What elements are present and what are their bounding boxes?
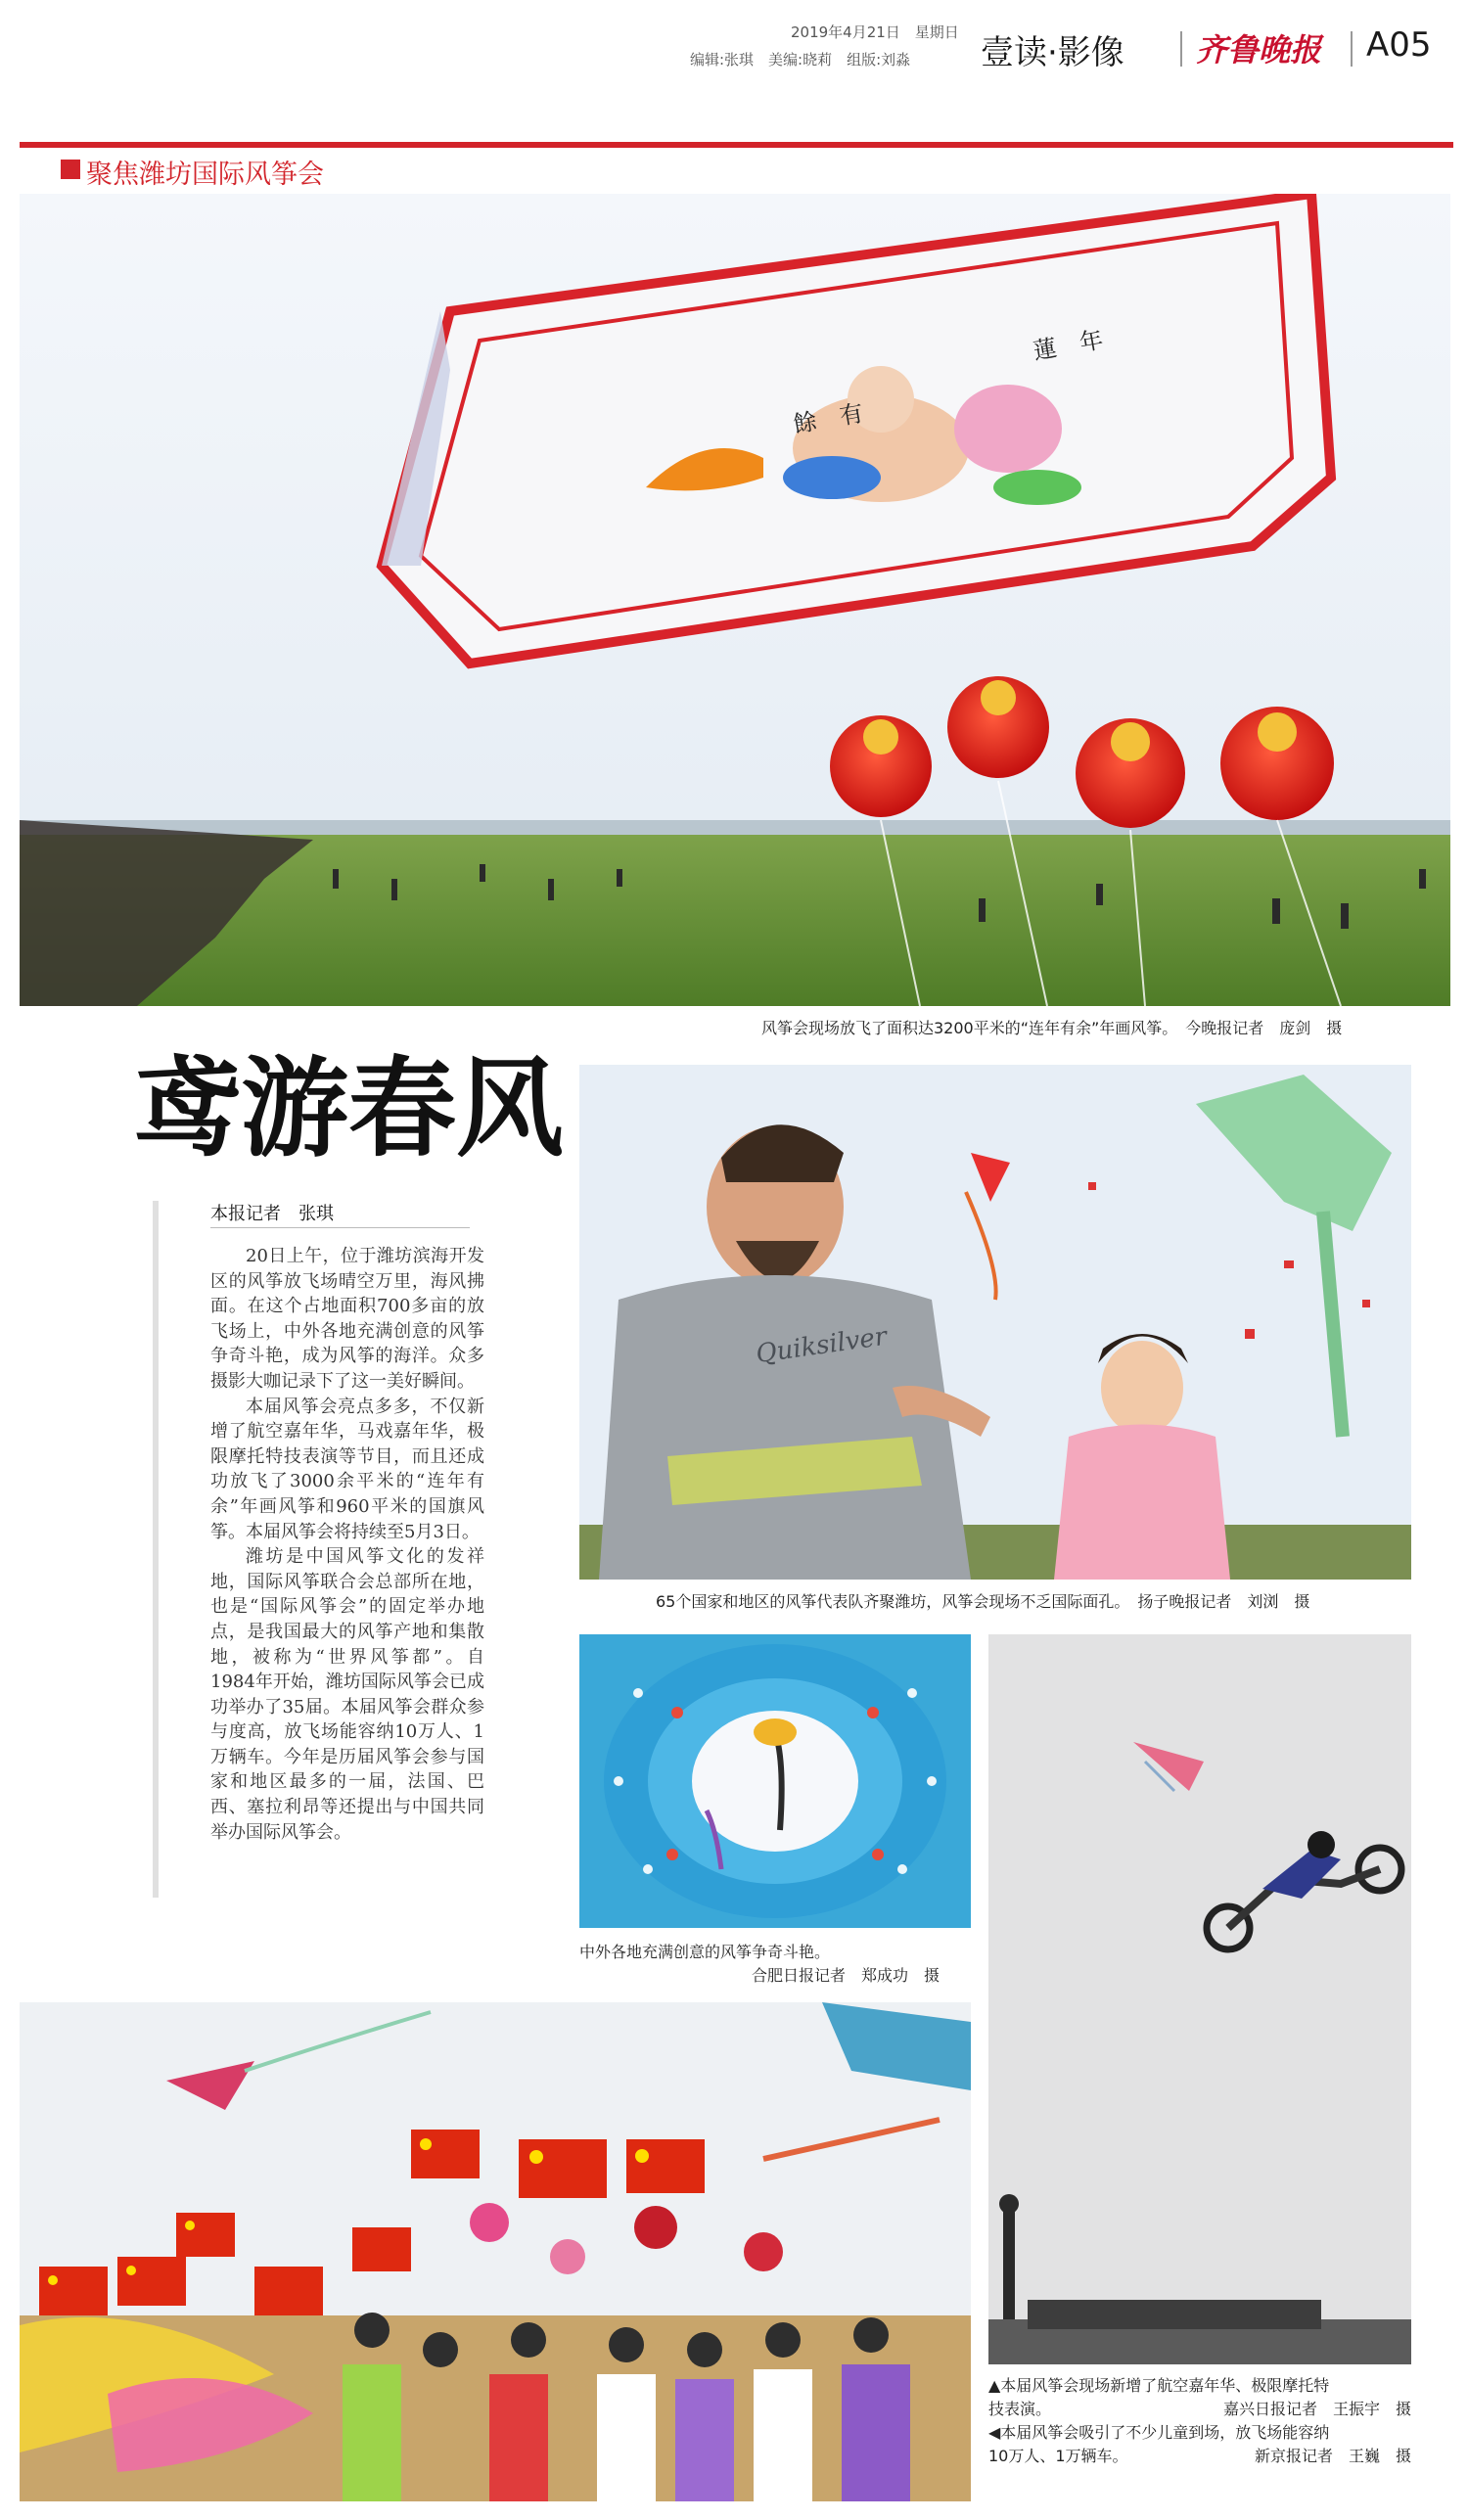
shirt-text: Quiksilver — [754, 1321, 890, 1370]
stunt-caption-2-row — [988, 2445, 1411, 2468]
stunt-caption-1c: 嘉兴日报记者 王振宇 摄 — [1222, 2400, 1411, 2418]
man-girl-photo — [579, 1065, 1411, 1580]
stunt-photo — [988, 1634, 1411, 2364]
article-paragraph: 潍坊是中国风筝文化的发祥地，国际风筝联合会总部所在地，也是“国际风筝会”的固定举办地点，是我国最大的风筝产地和集散地，被称为“世界风筝都”。自1984年开始，潍坊国际风筝会已成功举办了35届。本届风筝会群众参与度高，放飞场能容纳10万人、1万辆车。今年是历届风筝会参与国家和地区最多的一届，法国、巴西、塞拉利昂等还提出与中国共同举办国际风筝会。 — [210, 1546, 484, 1843]
page-number: A05 — [1366, 25, 1432, 65]
children-flags-photo — [20, 2002, 971, 2501]
hero-kite-text-left: 餘 有 — [791, 398, 866, 439]
column-marker — [61, 160, 80, 179]
stunt-caption-2a: ◀本届风筝会吸引了不少儿童到场，放飞场能容纳 — [988, 2423, 1330, 2442]
byline-underline — [210, 1227, 470, 1228]
paper-logo: 齐鲁晚报 — [1196, 31, 1322, 69]
header-divider — [1180, 31, 1182, 67]
stunt-caption-1 — [988, 2374, 1411, 2468]
article-body — [210, 1244, 484, 1845]
ring-caption-line2: 合肥日报记者 郑成功 摄 — [752, 1966, 940, 1985]
ring-kite-photo — [579, 1634, 971, 1928]
article-headline: 鸢游春风 — [133, 1046, 564, 1171]
byline-bar — [153, 1201, 159, 1898]
article-paragraph: 本届风筝会亮点多多，不仅新增了航空嘉年华，马戏嘉年华，极限摩托特技表演等节目，而且还成功放飞了3000余平米的“连年有余”年画风筝和960平米的国旗风筝。本届风筝会将持续至5月3日。 — [210, 1396, 484, 1542]
man-girl-photo-art — [579, 1065, 1411, 1580]
ring-caption-line1: 中外各地充满创意的风筝争奇斗艳。 — [579, 1943, 831, 1961]
hero-caption: 风筝会现场放飞了面积达3200平米的“连年有余”年画风筝。 今晚报记者 庞剑 摄 — [761, 1019, 1343, 1037]
top-rule — [20, 142, 1453, 148]
stunt-caption-2b: 10万人、1万辆车。 — [988, 2447, 1128, 2465]
editors-line: 编辑:张琪 美编:晓莉 组版:刘淼 — [690, 51, 911, 69]
man-girl-caption: 65个国家和地区的风筝代表队齐聚潍坊，风筝会现场不乏国际面孔。 扬子晚报记者 刘浏 摄 — [656, 1592, 1310, 1611]
stunt-photo-art — [988, 1634, 1411, 2364]
stunt-caption-1-row — [988, 2398, 1411, 2421]
section-label: 壹读·影像 — [981, 33, 1124, 72]
header-divider — [1351, 31, 1353, 67]
ring-kite-photo-art — [579, 1634, 971, 1928]
stunt-caption-1a: ▲本届风筝会现场新增了航空嘉年华、极限摩托特 — [988, 2376, 1330, 2395]
children-flags-photo-art — [20, 2002, 971, 2501]
article-byline: 本报记者 张琪 — [210, 1204, 334, 1224]
stunt-caption-1b: 技表演。 — [988, 2400, 1052, 2418]
hero-photo — [20, 194, 1450, 1006]
article-paragraph: 20日上午，位于潍坊滨海开发区的风筝放飞场晴空万里，海风拂面。在这个占地面积700多亩的放飞场上，中外各地充满创意的风筝争奇斗艳，成为风筝的海洋。众多摄影大咖记录下了这一美好瞬间。 — [210, 1246, 484, 1392]
date-line: 2019年4月21日 星期日 — [791, 23, 959, 41]
hero-photo-art — [20, 194, 1450, 1006]
hero-kite-text-right: 蓮 年 — [1031, 325, 1106, 366]
stunt-caption-2c: 新京报记者 王巍 摄 — [1254, 2447, 1411, 2465]
column-label: 聚焦潍坊国际风筝会 — [86, 160, 324, 190]
